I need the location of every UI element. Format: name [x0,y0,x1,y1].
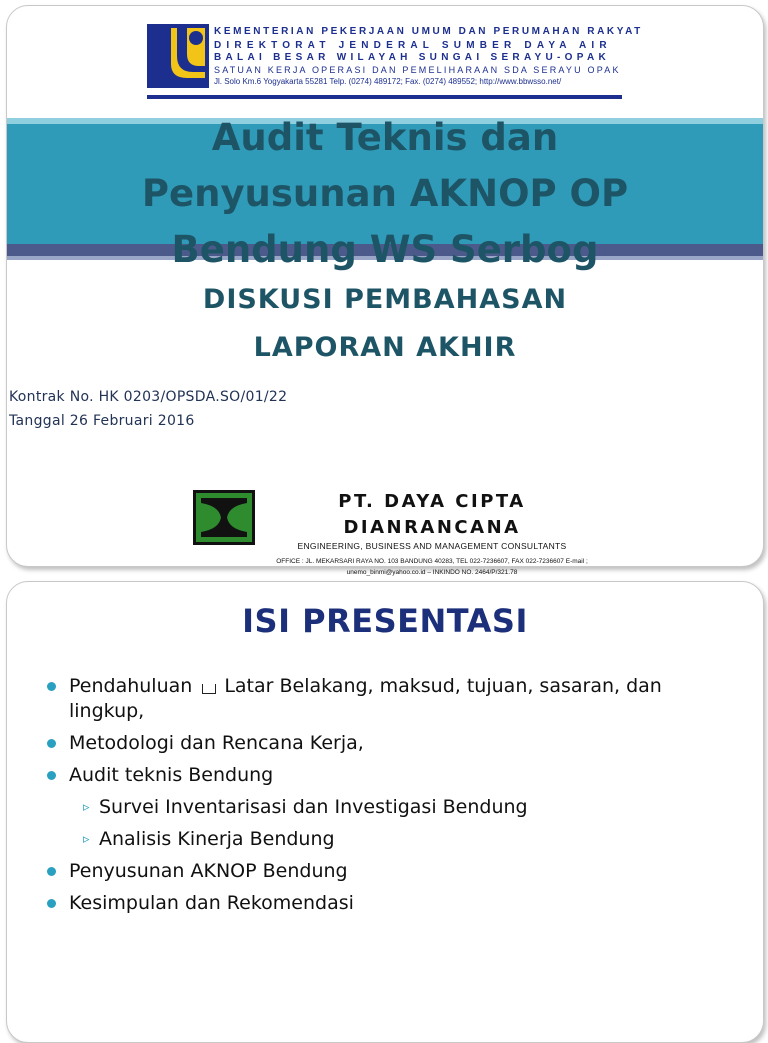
bullet-list [47,674,737,923]
sub-list-item [47,795,737,820]
company-name-line1: PT. DAYA CIPTA [338,491,526,512]
letterhead-divider [147,95,622,99]
list-item-text: Latar Belakang, maksud, tujuan, sasaran, dan lingkup, [69,675,662,722]
title-line: Penyusunan AKNOP OP [141,172,629,215]
ministry-logo-icon [147,24,209,88]
placeholder-glyph-icon [202,684,216,694]
circle-bullet-icon [47,867,56,876]
letterhead-address: Jl. Solo Km.6 Yogyakarta 55281 Telp. (0274) 489172; Fax. (0274) 489552; http://www.bbwsso.net/ [214,77,562,86]
list-item [47,859,737,884]
list-item-text: Survei Inventarisasi dan Investigasi Bendung [99,796,528,818]
contract-number: Kontrak No. HK 0203/OPSDA.SO/01/22 [9,389,288,405]
company-name-line2: DIANRANCANA [343,517,521,538]
slide-1 [6,5,764,576]
company-address: OFFICE : JL. MEKARSARI RAYA NO. 103 BANDUNG 40283, TEL 022-7236607, FAX 022-7236607 E-mail ; [276,558,588,565]
list-item-text: Kesimpulan dan Rekomendasi [69,892,354,914]
letterhead-ministry: KEMENTERIAN PEKERJAAN UMUM DAN PERUMAHAN RAKYAT [214,26,643,37]
letterhead-balai: BALAI BESAR WILAYAH SUNGAI SERAYU-OPAK [214,52,611,63]
circle-bullet-icon [47,739,56,748]
title-line: Audit Teknis dan [211,116,559,159]
title-line: Bendung WS Serbog [171,228,599,271]
list-item-text: Pendahuluan [69,675,193,697]
list-item [47,674,737,724]
presentation-date: Tanggal 26 Februari 2016 [9,413,195,429]
slide-2 [6,581,764,1043]
circle-bullet-icon [47,682,56,691]
letterhead-directorate: DIREKTORAT JENDERAL SUMBER DAYA AIR [214,40,612,51]
slide-title [7,110,763,278]
circle-bullet-icon [47,899,56,908]
subtitle-line: DISKUSI PEMBAHASAN [202,284,568,315]
letterhead-satker: SATUAN KERJA OPERASI DAN PEMELIHARAAN SDA SERAYU OPAK [214,65,621,75]
list-item-text: Metodologi dan Rencana Kerja, [69,732,364,754]
list-item-text: Analisis Kinerja Bendung [99,828,335,850]
company-logo-icon [193,490,255,545]
sub-list-item [47,827,737,852]
list-item-text: Penyusunan AKNOP Bendung [69,860,348,882]
slide-title: ISI PRESENTASI [242,602,528,640]
arrow-bullet-icon: ▹ [83,832,90,847]
slide-subtitle [7,276,763,372]
list-item [47,763,737,788]
company-tagline: ENGINEERING, BUSINESS AND MANAGEMENT CONSULTANTS [297,541,567,551]
list-item [47,891,737,916]
subtitle-line: LAPORAN AKHIR [253,332,517,363]
company-contact: unemo_binmi@yahoo.co.id – INKINDO NO. 2464/P/321.78 [346,569,518,576]
list-item-text: Audit teknis Bendung [69,764,274,786]
arrow-bullet-icon: ▹ [83,800,90,815]
list-item [47,731,737,756]
circle-bullet-icon [47,771,56,780]
